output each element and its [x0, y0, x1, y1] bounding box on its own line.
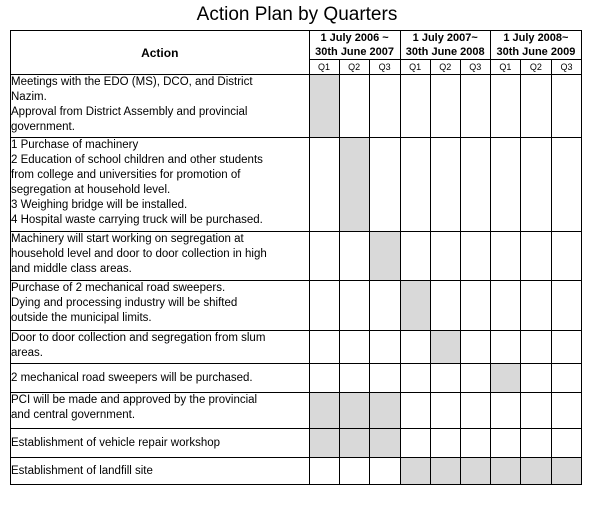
quarter-cell [551, 429, 581, 458]
quarter-cell-scheduled [400, 281, 430, 331]
action-text-line: 2 Education of school children and other students [11, 154, 263, 166]
action-cell [11, 331, 310, 364]
action-cell [11, 138, 310, 232]
period-3-line2: 30th June 2009 [496, 46, 576, 58]
quarter-cell [430, 138, 460, 232]
quarter-cell [460, 75, 490, 138]
table-row [11, 429, 582, 458]
quarter-header: Q2 [339, 60, 369, 75]
quarter-cell [460, 429, 490, 458]
quarter-cell [460, 393, 490, 429]
action-text-line: segregation at household level. [11, 184, 171, 196]
quarter-cell [551, 393, 581, 429]
quarter-cell [309, 331, 339, 364]
quarter-header: Q1 [309, 60, 339, 75]
quarter-cell-scheduled [490, 364, 520, 393]
action-cell [11, 232, 310, 281]
quarter-cell-scheduled [339, 393, 369, 429]
quarter-cell [369, 458, 400, 485]
quarter-cell [490, 138, 520, 232]
quarter-cell-scheduled [309, 429, 339, 458]
quarter-cell [430, 364, 460, 393]
quarter-cell-scheduled [369, 429, 400, 458]
action-cell [11, 393, 310, 429]
quarter-cell [551, 281, 581, 331]
quarter-cell [400, 393, 430, 429]
quarter-cell [369, 364, 400, 393]
table-row [11, 458, 582, 485]
quarter-cell [309, 232, 339, 281]
table-row [11, 281, 582, 331]
action-text-line: 2 mechanical road sweepers will be purchased. [11, 371, 253, 384]
quarter-cell-scheduled [400, 458, 430, 485]
quarter-header: Q3 [551, 60, 581, 75]
action-text-line: 1 Purchase of machinery [11, 139, 139, 151]
quarter-header: Q3 [369, 60, 400, 75]
quarter-cell [460, 364, 490, 393]
quarter-cell [490, 331, 520, 364]
quarter-header: Q2 [430, 60, 460, 75]
quarter-cell [430, 232, 460, 281]
quarter-cell [400, 331, 430, 364]
period-1-line1: 1 July 2006 ~ [320, 32, 389, 44]
table-row [11, 364, 582, 393]
table-row [11, 331, 582, 364]
action-text-line: Door to door collection and segregation from slum [11, 332, 266, 344]
quarter-cell [460, 281, 490, 331]
quarter-cell [430, 281, 460, 331]
quarter-cell [339, 331, 369, 364]
quarter-cell [430, 429, 460, 458]
action-text-line: Dying and processing industry will be shifted [11, 297, 238, 309]
quarter-cell [339, 75, 369, 138]
quarter-cell-scheduled [309, 393, 339, 429]
action-text-line: and central government. [11, 409, 136, 421]
quarter-cell-scheduled [369, 232, 400, 281]
action-text-line: government. [11, 121, 75, 133]
quarter-cell [551, 75, 581, 138]
quarter-cell-scheduled [460, 458, 490, 485]
quarter-cell [551, 232, 581, 281]
quarter-cell-scheduled [551, 458, 581, 485]
action-text-line: Meetings with the EDO (MS), DCO, and District [11, 76, 253, 88]
quarter-cell [520, 429, 551, 458]
quarter-cell [490, 393, 520, 429]
period-1-line2: 30th June 2007 [315, 46, 395, 58]
action-text-line: outside the municipal limits. [11, 312, 152, 324]
action-text-line: 4 Hospital waste carrying truck will be purchased. [11, 214, 263, 226]
action-text-line: and middle class areas. [11, 263, 132, 275]
quarter-cell [430, 75, 460, 138]
action-cell [11, 75, 310, 138]
quarter-cell [520, 364, 551, 393]
quarter-header: Q2 [520, 60, 551, 75]
quarter-cell [339, 458, 369, 485]
quarter-cell [369, 331, 400, 364]
table-row [11, 393, 582, 429]
action-cell [11, 458, 310, 485]
quarter-cell [520, 331, 551, 364]
action-cell [11, 429, 310, 458]
quarter-cell-scheduled [369, 393, 400, 429]
action-text-line: Establishment of landfill site [11, 464, 153, 477]
period-header-3 [490, 31, 581, 60]
quarter-cell [369, 281, 400, 331]
quarter-cell-scheduled [520, 458, 551, 485]
quarter-cell [490, 281, 520, 331]
action-text-line: Approval from District Assembly and provincial [11, 106, 248, 118]
action-rows [11, 75, 582, 485]
quarter-cell [520, 393, 551, 429]
period-3-line1: 1 July 2008~ [503, 32, 569, 44]
quarter-cell [520, 281, 551, 331]
action-plan-table [10, 30, 582, 485]
quarter-cell [520, 75, 551, 138]
quarter-cell [339, 364, 369, 393]
quarter-cell [551, 138, 581, 232]
quarter-cell [309, 281, 339, 331]
quarter-cell-scheduled [339, 429, 369, 458]
period-header-2 [400, 31, 490, 60]
quarter-cell [369, 138, 400, 232]
quarter-cell [339, 232, 369, 281]
header-row-periods [11, 31, 582, 60]
period-2-line2: 30th June 2008 [405, 46, 485, 58]
quarter-cell [400, 232, 430, 281]
table-row [11, 138, 582, 232]
quarter-header: Q1 [490, 60, 520, 75]
action-text-line: 3 Weighing bridge will be installed. [11, 199, 188, 211]
action-text-line: Purchase of 2 mechanical road sweepers. [11, 282, 226, 294]
quarter-cell-scheduled [490, 458, 520, 485]
quarter-cell-scheduled [339, 138, 369, 232]
quarter-cell [551, 331, 581, 364]
action-text-line: areas. [11, 347, 43, 359]
period-header-1 [309, 31, 400, 60]
action-text-line: PCI will be made and approved by the provincial [11, 394, 258, 406]
quarter-cell [551, 364, 581, 393]
action-cell [11, 281, 310, 331]
quarter-cell [309, 364, 339, 393]
quarter-cell-scheduled [309, 75, 339, 138]
quarter-cell [460, 138, 490, 232]
action-text-line: household level and door to door collection in high [11, 248, 267, 260]
quarter-cell [400, 364, 430, 393]
quarter-cell [490, 75, 520, 138]
period-2-line1: 1 July 2007~ [412, 32, 478, 44]
quarter-header: Q1 [400, 60, 430, 75]
quarter-cell [309, 458, 339, 485]
quarter-cell [339, 281, 369, 331]
quarter-cell-scheduled [430, 331, 460, 364]
action-text-line: Nazim. [11, 91, 47, 103]
action-text-line: Establishment of vehicle repair workshop [11, 436, 221, 449]
quarter-cell [490, 429, 520, 458]
quarter-cell [460, 331, 490, 364]
action-column-header: Action [11, 31, 310, 75]
quarter-cell [520, 232, 551, 281]
quarter-cell [309, 138, 339, 232]
page-title: Action Plan by Quarters [196, 4, 398, 25]
quarter-cell [490, 232, 520, 281]
action-cell [11, 364, 310, 393]
quarter-cell [430, 393, 460, 429]
quarter-cell [369, 75, 400, 138]
quarter-cell [400, 75, 430, 138]
quarter-cell [460, 232, 490, 281]
action-text-line: Machinery will start working on segregation at [11, 233, 244, 245]
quarter-cell [400, 429, 430, 458]
quarter-cell [520, 138, 551, 232]
table-row [11, 232, 582, 281]
action-text-line: from college and universities for promotion of [11, 169, 241, 181]
quarter-cell-scheduled [430, 458, 460, 485]
table-row [11, 75, 582, 138]
quarter-cell [400, 138, 430, 232]
quarter-header: Q3 [460, 60, 490, 75]
